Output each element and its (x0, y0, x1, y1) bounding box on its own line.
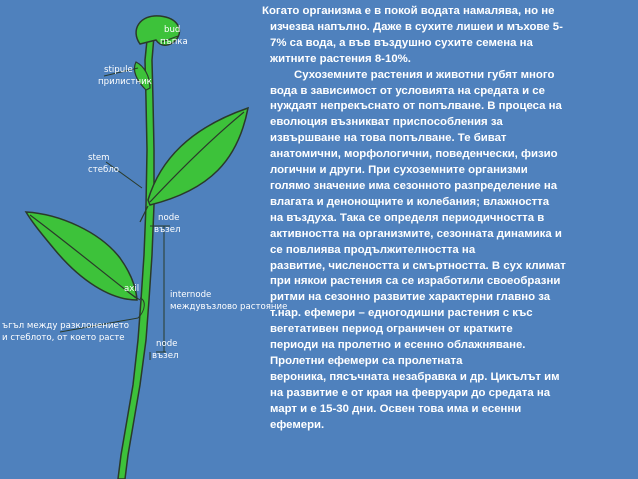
body-text (262, 4, 634, 433)
node-top-bg-label: възел (154, 225, 181, 235)
p2-line-14: при някои растения са се изработили своеобразни (270, 275, 561, 288)
p2-line-15: ритми на сезонно развитие характерни главно за (270, 291, 551, 304)
p2-line-9: влагата и денонощните и колебания; влажността (270, 195, 550, 208)
axil-label: axil (124, 284, 140, 294)
node-bottom-label: node (156, 339, 178, 349)
internode-label: internode (170, 290, 212, 300)
p1-line-4: житните растения 8-10%. (270, 52, 411, 65)
p2-line-18: периоди на пролетно и есенно облажняване. (270, 339, 526, 352)
p2-line-12: се повлиява продължителността на (270, 243, 476, 256)
paragraph-1 (262, 4, 634, 68)
p2-line-7: логични и други. При сухоземните организми (270, 164, 528, 177)
p1-line-2: изчезва напълно. Даже в сухите лишеи и мъхове 5- (270, 20, 563, 33)
p2-line-2: вода в зависимост от условията на средата и се (270, 84, 545, 97)
stem (118, 28, 158, 479)
p2-line-23: ефемери. (270, 418, 325, 431)
p2-line-6: анатомични, морфологични, поведенчески, физио (270, 148, 558, 161)
paragraph-2 (262, 68, 634, 434)
stem-label: stem (88, 153, 110, 163)
p2-line-22: март и е 15-30 дни. Освен това има и есенни (270, 402, 522, 415)
p2-line-17: вегетативен период ограничен от кратките (270, 323, 513, 336)
node-bottom-bg-label: възел (152, 351, 179, 361)
p2-line-4: еволюция възникват приспособления за (270, 116, 503, 129)
lower-leaf-vein (30, 215, 136, 298)
angle-label-line1: ъгъл между разклонението (2, 321, 130, 331)
upper-leaf (148, 108, 248, 205)
p2-line-10: на въздуха. Така се определя периодичността в (270, 211, 545, 224)
stem-bg-label: стебло (88, 165, 120, 175)
plant-diagram (0, 0, 288, 479)
internode-bg-label: междувъзлово растояние (170, 302, 288, 312)
p2-line-11: активността на организмите, сезонната динамика и (270, 227, 562, 240)
bud-label: bud (164, 25, 181, 35)
p2-line-13: развитие, числеността и смъртността. В сух климат (270, 259, 566, 272)
p1-line-1: Когато организма е в покой водата намалява, но не (262, 5, 555, 17)
p2-line-16: т.нар. ефемери – едногодишни растения с къс (270, 307, 533, 320)
bud-bg-label: пъпка (160, 37, 188, 47)
node-top-label: node (158, 213, 180, 223)
stipule-bg-label: прилистник (98, 77, 152, 87)
p2-line-5: извършване на това попълване. Те биват (270, 132, 507, 145)
p1-line-3: 7% са вода, а във въздушно сухите семена на (270, 36, 533, 49)
p2-line-1: Сухоземните растения и животни губят много (294, 68, 555, 81)
p2-line-8: голямо значение има сезонното разпределение на (270, 179, 558, 192)
angle-label-line2: и стеблото, от което расте (2, 333, 125, 343)
p2-line-3: нуждаят непрекъснато от попълване. В процеса на (270, 100, 562, 113)
p2-line-20: вероника, пясъчната незабравка и др. Цикълът им (270, 370, 560, 383)
p2-line-19: Пролетни ефемери са пролетната (270, 354, 463, 367)
p2-line-21: на развитие е от края на февруари до средата на (270, 386, 551, 399)
stipule-label: stipule (104, 65, 133, 75)
